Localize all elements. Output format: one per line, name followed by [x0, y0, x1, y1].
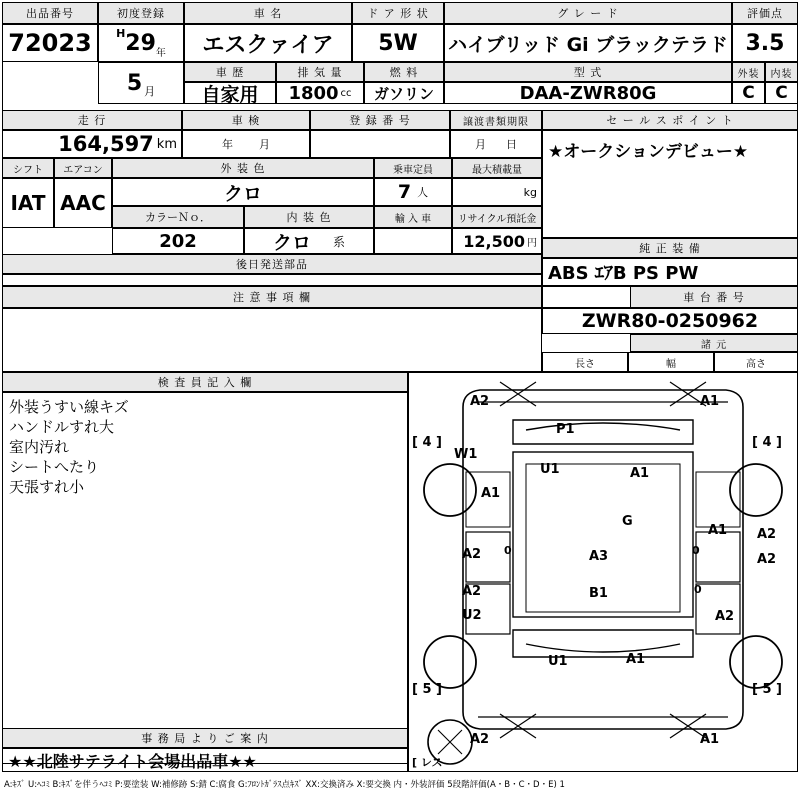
displacement-label: 排 気 量: [276, 62, 364, 82]
aircon-label: エアコン: [54, 158, 112, 178]
mark-g: G: [622, 514, 633, 529]
recycle-unit: 円: [527, 237, 537, 249]
mileage-value: [2, 130, 182, 158]
mark-u2: U2: [462, 608, 482, 623]
mark-bracket-left-4: [ 4 ]: [412, 435, 442, 450]
inspector-line-4: 天張すれ小: [9, 478, 85, 496]
mark-b1: B1: [589, 586, 608, 601]
dimension-label: 諸 元: [630, 334, 798, 352]
car-name-value: エスクァイア: [184, 24, 352, 62]
color-number-value: 202: [112, 228, 244, 254]
later-parts-value: [2, 274, 542, 286]
interior-color-text: クロ: [272, 231, 311, 254]
notes-value: [2, 308, 542, 372]
chassis-left-spacer: [542, 286, 630, 308]
mark-u1-b: U1: [548, 654, 568, 669]
transfer-deadline-value: [450, 130, 542, 158]
length-label: 長さ: [542, 352, 628, 372]
transfer-month-unit: 月: [475, 138, 486, 151]
model-code-value: DAA-ZWR80G: [444, 82, 732, 104]
lot-number-value: 72023: [2, 24, 98, 62]
model-code-label: 型 式: [444, 62, 732, 82]
registration-number-label: 登 録 番 号: [310, 110, 450, 130]
aircon-value: AAC: [54, 178, 112, 228]
fuel-label: 燃 料: [364, 62, 444, 82]
inspector-notes: [2, 392, 408, 764]
genuine-equipment-value: ABS ｴｱB PS PW: [542, 258, 798, 286]
import-value: [374, 228, 452, 254]
interior-color-label: 内 装 色: [244, 206, 374, 228]
max-load-unit: kg: [523, 185, 537, 199]
mark-a2-l3: A2: [462, 584, 482, 599]
history-value: 自家用: [184, 82, 276, 104]
mark-a1-fr: A1: [700, 394, 720, 409]
recycle-deposit-value: [452, 228, 542, 254]
mark-p1: P1: [556, 422, 575, 437]
exterior-color-value: クロ: [112, 178, 374, 206]
legend-text: A:ｷｽﾞ U:ﾍｺﾐ B:ｷｽﾞを伴うﾍｺﾐ P:要塗装 W:補修跡 S:錆 C:腐食 G:ﾌﾛﾝﾄｶﾞﾗｽ点ｷｽﾞ XX:交換済み X:要交換 内・外装評価 5段階評価(A・B・C・D・E) 1: [4, 780, 565, 790]
history-month: [98, 62, 184, 104]
registration-number-value: [310, 130, 450, 158]
door-shape-value: 5W: [352, 24, 444, 62]
mark-a1-left: A1: [481, 486, 501, 501]
inspector-line-2: 室内汚れ: [9, 438, 70, 456]
transfer-day-unit: 日: [506, 138, 517, 151]
era-letter: H: [116, 27, 126, 40]
mark-a2-r4: A2: [715, 609, 735, 624]
transfer-deadline-label: 譲渡書類期限: [450, 110, 542, 130]
interior-color-value: [244, 228, 374, 254]
history-label: 車 歴: [184, 62, 276, 82]
mark-bracket-right-4: [ 4 ]: [752, 435, 782, 450]
mark-bracket-right-5: [ 5 ]: [752, 682, 782, 697]
color-number-label: カラーＮｏ．: [112, 206, 244, 228]
first-registration-label: 初度登録: [98, 2, 184, 24]
mileage-label: 走 行: [2, 110, 182, 130]
reg-year: 29: [125, 30, 156, 56]
max-load-label: 最大積載量: [452, 158, 542, 178]
mark-bracket-left-5: [ 5 ]: [412, 682, 442, 697]
mark-zero-r3: 0: [694, 583, 702, 596]
seats-number: 7: [397, 181, 412, 203]
inspector-line-0: 外装うすい線キズ: [9, 398, 129, 416]
inspector-notes-text: [3, 393, 135, 501]
sales-point-value: ★オークションデビュー★: [542, 130, 798, 238]
interior-grade-value: C: [765, 82, 798, 104]
car-name-label: 車 名: [184, 2, 352, 24]
later-parts-label: 後日発送部品: [2, 254, 542, 274]
history-month-value: 5: [126, 70, 143, 96]
mark-a2-r3: A2: [757, 552, 777, 567]
max-load-value: [452, 178, 542, 206]
inspector-label: 検 査 員 記 入 欄: [2, 372, 408, 392]
mileage-number: 164,597: [58, 132, 154, 156]
recycle-number: 12,500: [463, 231, 525, 251]
displacement-number: 1800: [288, 82, 339, 104]
rating-label: 評価点: [732, 2, 798, 24]
width-label: 幅: [628, 352, 714, 372]
mark-a2-fl: A2: [470, 394, 490, 409]
mark-a3: A3: [589, 549, 609, 564]
shaken-label: 車 検: [182, 110, 310, 130]
mark-a2-l2: A2: [462, 547, 482, 562]
mileage-unit: km: [156, 136, 177, 152]
chassis-label: 車 台 番 号: [630, 286, 798, 308]
interior-color-suffix: 系: [333, 234, 346, 249]
mark-zero-l2: 0: [504, 544, 512, 557]
shift-value: IAT: [2, 178, 54, 228]
inspector-line-3: シートへたり: [9, 458, 100, 476]
notes-label: 注 意 事 項 欄: [2, 286, 542, 308]
mark-u1: U1: [540, 462, 560, 477]
mark-zero-r2: 0: [692, 544, 700, 557]
first-registration-value: [98, 24, 184, 62]
grade-value: ハイブリッド Gi ブラックテラド: [444, 24, 732, 62]
sales-point-label: セ ー ル ス ポ イ ン ト: [542, 110, 798, 130]
lot-number-label: 出品番号: [2, 2, 98, 24]
displacement-unit: cc: [340, 87, 352, 99]
mark-a2-r2: A2: [757, 527, 777, 542]
shaken-year-unit: 年: [222, 138, 233, 151]
damage-diagram: [408, 372, 798, 772]
shaken-value: [182, 130, 310, 158]
import-label: 輸 入 車: [374, 206, 452, 228]
genuine-equipment-label: 純 正 装 備: [542, 238, 798, 258]
office-notice-value: ★★北陸サテライト会場出品車★★: [2, 748, 408, 772]
grade-label: グ レ ー ド: [444, 2, 732, 24]
height-label: 高さ: [714, 352, 798, 372]
mark-a1-rr: A1: [700, 732, 720, 747]
reg-year-unit: 年: [155, 48, 166, 59]
history-month-unit: 月: [144, 85, 156, 98]
office-notice-label: 事 務 局 よ り ご 案 内: [2, 728, 408, 748]
seats-unit: 人: [417, 186, 429, 199]
mark-a1-b: A1: [626, 652, 646, 667]
shift-label: シフト: [2, 158, 54, 178]
mark-a2-rl: A2: [470, 732, 490, 747]
door-shape-label: ド ア 形 状: [352, 2, 444, 24]
mark-a1-mid: A1: [630, 466, 650, 481]
interior-grade-label: 内装: [765, 62, 798, 82]
recycle-deposit-label: リサイクル預託金: [452, 206, 542, 228]
exterior-grade-label: 外装: [732, 62, 765, 82]
inspector-line-1: ハンドルすれ大: [9, 418, 115, 436]
fuel-value: ガソリン: [364, 82, 444, 104]
rating-value: 3.5: [732, 24, 798, 62]
mark-a1-r2: A1: [708, 523, 728, 538]
shaken-month-unit: 月: [259, 138, 270, 151]
exterior-color-label: 外 装 色: [112, 158, 374, 178]
seats-label: 乗車定員: [374, 158, 452, 178]
displacement-value: [276, 82, 364, 104]
mark-w1: W1: [454, 447, 478, 462]
exterior-grade-value: C: [732, 82, 765, 104]
seats-value: [374, 178, 452, 206]
chassis-value: ZWR80-0250962: [542, 308, 798, 334]
mark-res: [ レス: [412, 756, 443, 769]
